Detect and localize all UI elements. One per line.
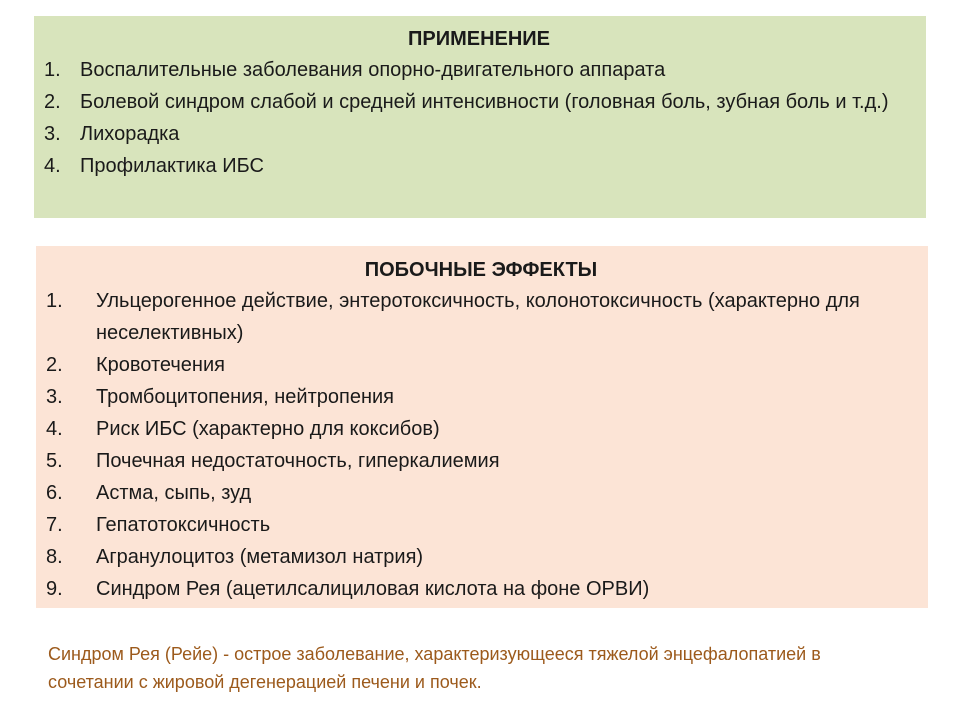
list-item [46,509,916,541]
item-number: 5. [46,450,63,472]
item-text: Профилактика ИБС [80,155,264,177]
list-item [46,381,916,413]
list-item [46,285,916,349]
application-title: ПРИМЕНЕНИЕ [407,28,551,50]
item-text: Кровотечения [96,354,225,376]
item-number: 7. [46,514,63,536]
list-item [44,86,914,118]
item-text: Болевой синдром слабой и средней интенсивности (головная боль, зубная боль и т.д.) [80,91,889,113]
item-number: 1. [46,290,63,312]
item-text: Агранулоцитоз (метамизол натрия) [96,546,424,568]
side-effects-list [46,285,916,605]
item-text: Тромбоцитопения, нейтропения [96,386,394,408]
item-text: Почечная недостаточность, гиперкалиемия [96,450,500,472]
list-item [46,541,916,573]
list-item [46,573,916,605]
item-number: 8. [46,546,63,568]
application-box [34,16,926,218]
side-effects-box [36,246,928,608]
list-item [46,349,916,381]
item-text: Риск ИБС (характерно для коксибов) [96,418,440,440]
list-item [44,118,914,150]
side-effects-title: ПОБОЧНЫЕ ЭФФЕКТЫ [364,259,598,281]
item-text: Лихорадка [80,123,180,145]
list-item [46,477,916,509]
item-number: 2. [44,91,61,113]
item-number: 3. [46,386,63,408]
item-number: 4. [44,155,61,177]
item-number: 3. [44,123,61,145]
item-number: 1. [44,59,61,81]
item-text: Синдром Рея (ацетилсалициловая кислота на фоне ОРВИ) [96,578,650,600]
list-item [44,150,914,182]
list-item [46,413,916,445]
item-text: Ульцерогенное действие, энтеротоксичность, колонотоксичность (характерно для неселективных) [96,290,860,344]
item-number: 4. [46,418,63,440]
item-number: 2. [46,354,63,376]
list-item [44,54,914,86]
application-list [44,54,914,182]
item-text: Гепатотоксичность [96,514,271,536]
reye-syndrome-note: Синдром Рея (Рейе) - острое заболевание, характеризующееся тяжелой энцефалопатией в сочетании с жировой дегенерацией печени и почек. [48,644,821,692]
item-number: 6. [46,482,63,504]
item-text: Воспалительные заболевания опорно-двигательного аппарата [80,59,666,81]
list-item [46,445,916,477]
item-number: 9. [46,578,63,600]
item-text: Астма, сыпь, зуд [96,482,252,504]
